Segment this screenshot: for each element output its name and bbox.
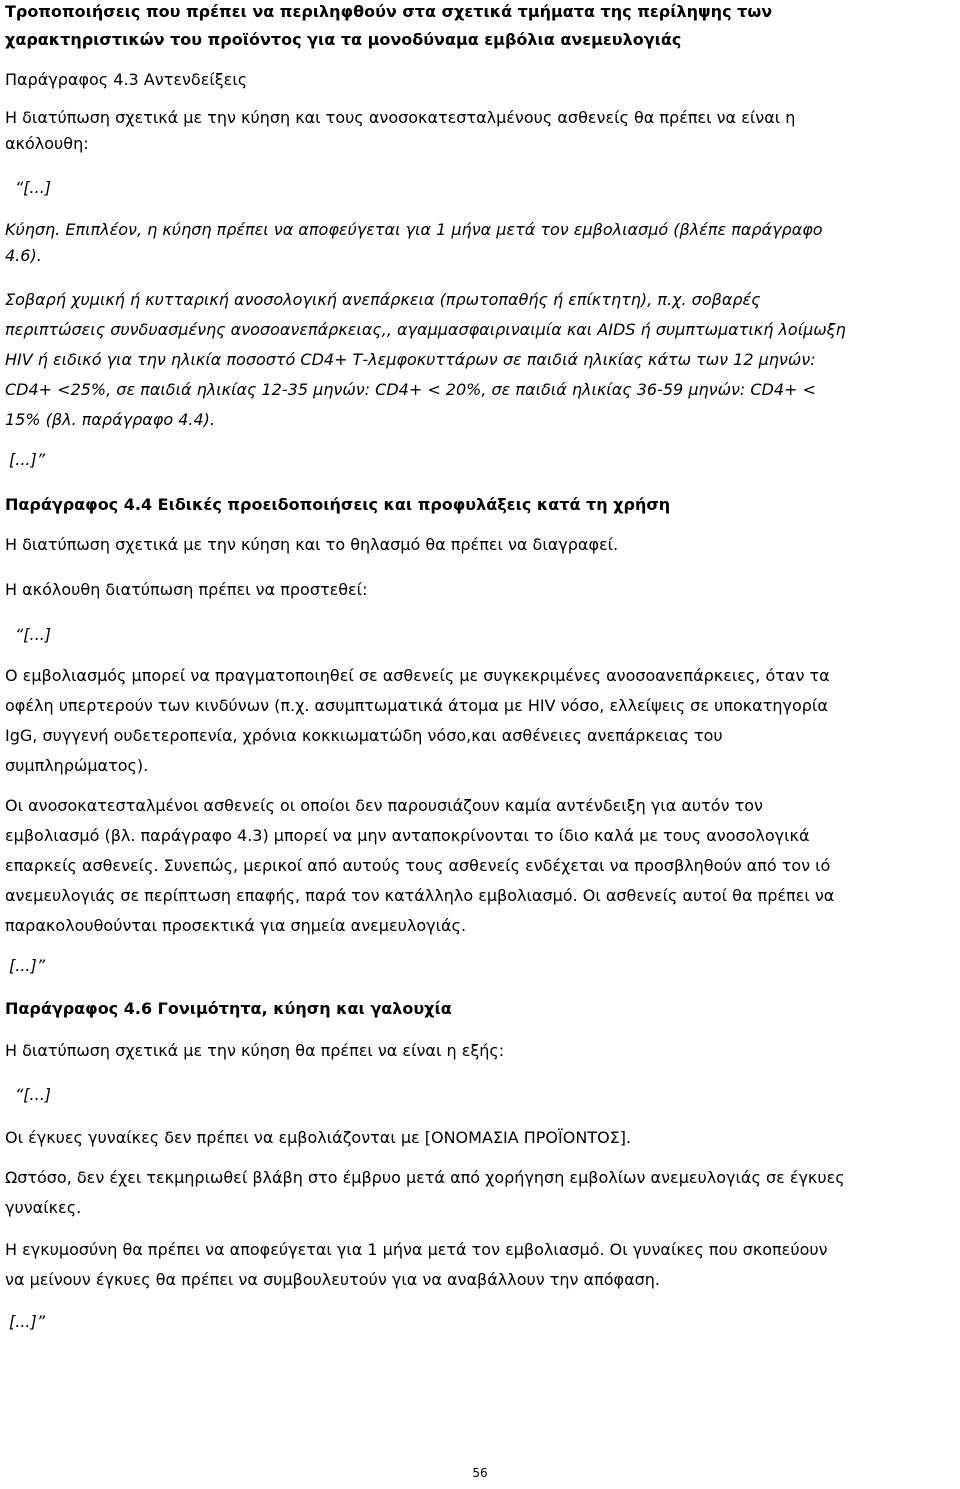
section-44-para1-line-2: οφέλη υπερτερούν των κινδύνων (π.χ. ασυμπτωματικά άτομα με HIV νόσο, ελλείψεις σε υποκατηγορία xyxy=(5,696,828,715)
section-43-intro-line-1: Η διατύπωση σχετικά με την κύηση και τους ανοσοκατεσταλμένους ασθενείς θα πρέπει να είναι η xyxy=(5,108,796,127)
section-44-para2-line-3: επαρκείς ασθενείς. Συνεπώς, μερικοί από αυτούς τους ασθενείς ενδέχεται να προσβληθούν από τον ιό xyxy=(5,856,831,875)
document-title-line-2: χαρακτηριστικών του προϊόντος για τα μονοδύναμα εμβόλια ανεμευλογιάς xyxy=(5,30,682,49)
section-46-close-ellipsis: [...]” xyxy=(9,1312,46,1331)
section-44-para1-line-1: Ο εμβολιασμός μπορεί να πραγματοποιηθεί σε ασθενείς με συγκεκριμένες ανοσοανεπάρκειες, όταν τα xyxy=(5,666,830,685)
immunodeficiency-text-line-3: HIV ή ειδικό για την ηλικία ποσοστό CD4+ Τ-λεμφοκυττάρων σε παιδιά ηλικίας κάτω των 12 μηνών: xyxy=(5,350,816,369)
section-43-open-ellipsis: “[...] xyxy=(15,178,52,197)
section-46-para1: Οι έγκυες γυναίκες δεν πρέπει να εμβολιάζονται με [ΟΝΟΜΑΣΙΑ ΠΡΟΪΟΝΤΟΣ]. xyxy=(5,1128,632,1147)
section-43-intro-line-2: ακόλουθη: xyxy=(5,134,89,153)
section-44-close-ellipsis: [...]” xyxy=(9,956,46,975)
section-44-para1-line-3: IgG, συγγενή ουδετεροπενία, χρόνια κοκκιωματώδη νόσο,και ασθένειες ανεπάρκειας του xyxy=(5,726,723,745)
section-44-add-line: Η ακόλουθη διατύπωση πρέπει να προστεθεί: xyxy=(5,580,368,599)
section-46-heading: Παράγραφος 4.6 Γονιμότητα, κύηση και γαλουχία xyxy=(5,999,452,1018)
immunodeficiency-text-line-1: Σοβαρή χυμική ή κυτταρική ανοσολογική ανεπάρκεια (πρωτοπαθής ή επίκτητη), π.χ. σοβαρές xyxy=(5,290,761,309)
section-44-para1-line-4: συμπληρώματος). xyxy=(5,756,149,775)
section-44-para2-line-2: εμβολιασμό (βλ. παράγραφο 4.3) μπορεί να μην ανταποκρίνονται το ίδιο καλά με τους ανοσολογικά xyxy=(5,826,810,845)
section-46-intro-line: Η διατύπωση σχετικά με την κύηση θα πρέπει να είναι η εξής: xyxy=(5,1041,505,1060)
section-44-heading: Παράγραφος 4.4 Ειδικές προειδοποιήσεις και προφυλάξεις κατά τη χρήση xyxy=(5,495,671,514)
immunodeficiency-text-line-5: 15% (βλ. παράγραφο 4.4). xyxy=(5,410,215,429)
document-title-line-1: Τροποποιήσεις που πρέπει να περιληφθούν στα σχετικά τμήματα της περίληψης των xyxy=(5,2,773,21)
section-44-delete-line: Η διατύπωση σχετικά με την κύηση και το θηλασμό θα πρέπει να διαγραφεί. xyxy=(5,535,619,554)
immunodeficiency-text-line-4: CD4+ <25%, σε παιδιά ηλικίας 12-35 μηνών: CD4+ < 20%, σε παιδιά ηλικίας 36-59 μηνών: CD4+ < xyxy=(5,380,816,399)
section-44-para2-line-5: παρακολουθούνται προσεκτικά για σημεία ανεμευλογιάς. xyxy=(5,916,467,935)
immunodeficiency-text-line-2: περιπτώσεις συνδυασμένης ανοσοανεπάρκειας,, αγαμμασφαιριναιμία και AIDS ή συμπτωματική λοίμωξη xyxy=(5,320,846,339)
section-46-open-ellipsis: “[...] xyxy=(15,1085,52,1104)
section-43-heading: Παράγραφος 4.3 Αντενδείξεις xyxy=(5,70,248,89)
section-44-para2-line-1: Οι ανοσοκατεσταλμένοι ασθενείς οι οποίοι δεν παρουσιάζουν καμία αντένδειξη για αυτόν τον xyxy=(5,796,763,815)
section-46-para3-line-2: να μείνουν έγκυες θα πρέπει να συμβουλευτούν για να αναβάλλουν την απόφαση. xyxy=(5,1270,660,1289)
section-43-close-ellipsis: [...]” xyxy=(9,450,46,469)
section-46-para3-line-1: Η εγκυμοσύνη θα πρέπει να αποφεύγεται για 1 μήνα μετά τον εμβολιασμό. Οι γυναίκες που σκοπεύουν xyxy=(5,1240,828,1259)
section-46-para2-line-2: γυναίκες. xyxy=(5,1198,82,1217)
section-44-open-ellipsis: “[...] xyxy=(15,625,52,644)
pregnancy-text-line-1: Κύηση. Επιπλέον, η κύηση πρέπει να αποφεύγεται για 1 μήνα μετά τον εμβολιασμό (βλέπε παράγραφο xyxy=(5,220,823,239)
pregnancy-text-line-2: 4.6). xyxy=(5,246,42,265)
page-number: 56 xyxy=(472,1466,488,1480)
section-46-para2-line-1: Ωστόσο, δεν έχει τεκμηριωθεί βλάβη στο έμβρυο μετά από χορήγηση εμβολίων ανεμευλογιάς σε έγκυες xyxy=(5,1168,845,1187)
section-44-para2-line-4: ανεμευλογιάς σε περίπτωση επαφής, παρά τον κατάλληλο εμβολιασμό. Οι ασθενείς αυτοί θα πρέπει να xyxy=(5,886,835,905)
